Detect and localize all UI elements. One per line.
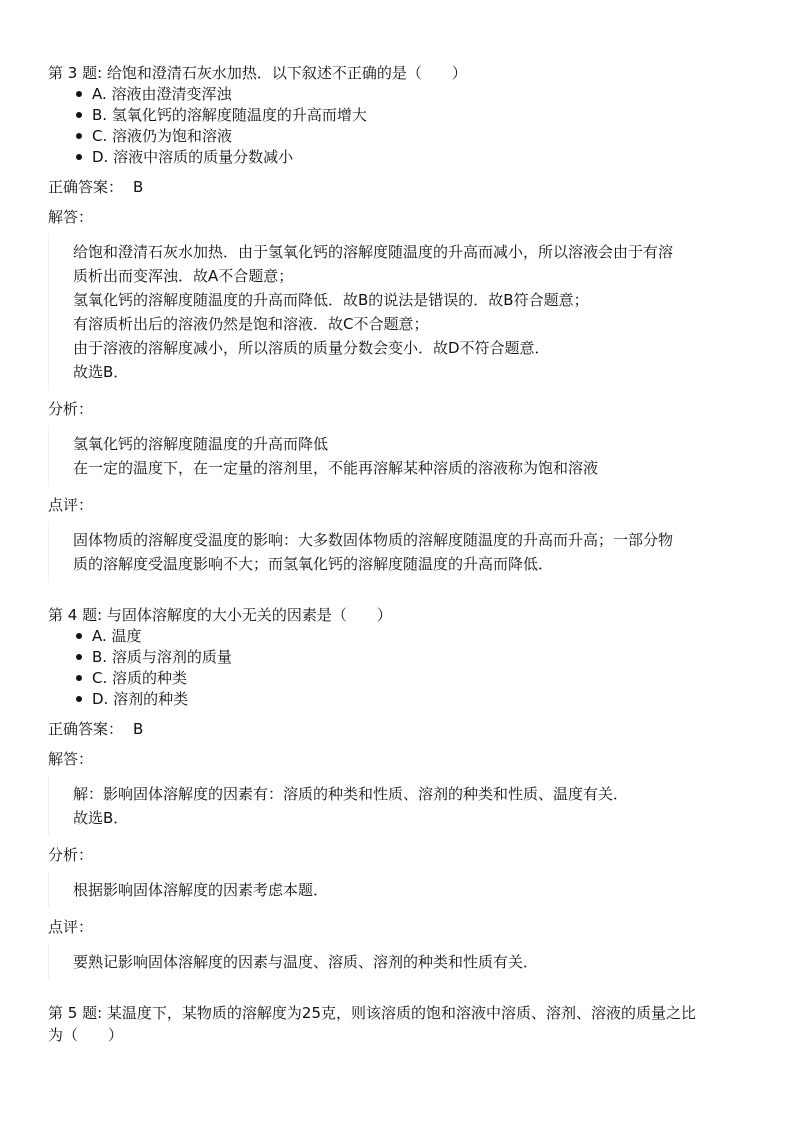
- text-line: 解：影响固体溶解度的因素有：溶质的种类和性质、溶剂的种类和性质、温度有关．: [73, 785, 629, 803]
- text-line: 给饱和澄清石灰水加热．由于氢氧化钙的溶解度随温度的升高而减小，所以溶液会由于有溶: [73, 243, 674, 261]
- correct-answer: [48, 176, 760, 198]
- comment-block: [48, 522, 760, 582]
- option-item: A. 溶液由澄清变浑浊: [76, 84, 760, 105]
- text-line: 有溶质析出后的溶液仍然是饱和溶液．故C不合题意；: [73, 315, 429, 333]
- text-line: 氢氧化钙的溶解度随温度的升高而降低．故B的说法是错误的．故B符合题意；: [73, 291, 589, 309]
- solution-label: 解答：: [48, 208, 94, 226]
- correct-answer: [48, 718, 760, 740]
- analysis-label: 分析：: [48, 846, 94, 864]
- text-line: 氢氧化钙的溶解度随温度的升高而降低: [73, 435, 329, 453]
- option-item: B. 氢氧化钙的溶解度随温度的升高而增大: [76, 105, 760, 126]
- option-item: C. 溶液仍为饱和溶液: [76, 126, 760, 147]
- text-line: 在一定的温度下，在一定量的溶剂里，不能再溶解某种溶质的溶液称为饱和溶液: [73, 459, 599, 477]
- bullet-icon: [76, 675, 82, 681]
- bullet-icon: [76, 633, 82, 639]
- question-5: [48, 1002, 760, 1046]
- question-3: [48, 62, 760, 582]
- option-item: C. 溶质的种类: [76, 668, 760, 689]
- correct-answer-value: B: [133, 720, 144, 738]
- text-line: 要熟记影响固体溶解度的因素与温度、溶质、溶剂的种类和性质有关．: [73, 953, 539, 971]
- question-title: 第 4 题: 与固体溶解度的大小无关的因素是（ ）: [48, 606, 392, 624]
- correct-answer-label: 正确答案：: [48, 720, 124, 738]
- question-title: 第 5 题: 某温度下，某物质的溶解度为25克，则该溶质的饱和溶液中溶质、溶剂、溶液的质量之比: [48, 1004, 696, 1022]
- option-item: D. 溶液中溶质的质量分数减小: [76, 147, 760, 168]
- analysis-block: [48, 426, 760, 486]
- solution-block: [48, 776, 760, 836]
- bullet-icon: [76, 133, 82, 139]
- option-list: [48, 84, 760, 168]
- comment-label: 点评：: [48, 918, 94, 936]
- comment-label: 点评：: [48, 496, 94, 514]
- text-line: 质的溶解度受温度影响不大；而氢氧化钙的溶解度随温度的升高而降低．: [73, 555, 554, 573]
- solution-label: 解答：: [48, 750, 94, 768]
- option-item: D. 溶剂的种类: [76, 689, 760, 710]
- option-item: A. 温度: [76, 626, 760, 647]
- question-title-continued: 为（ ）: [48, 1026, 124, 1044]
- bullet-icon: [76, 154, 82, 160]
- analysis-label: 分析：: [48, 400, 94, 418]
- text-line: 质析出而变浑浊．故A不合题意；: [73, 267, 294, 285]
- comment-block: [48, 944, 760, 980]
- document-page: [48, 62, 760, 1068]
- analysis-block: [48, 872, 760, 908]
- text-line: 故选B．: [73, 809, 129, 827]
- text-line: 根据影响固体溶解度的因素考虑本题．: [73, 881, 329, 899]
- question-4: [48, 604, 760, 980]
- text-line: 固体物质的溶解度受温度的影响：大多数固体物质的溶解度随温度的升高而升高；一部分物: [73, 531, 674, 549]
- text-line: 由于溶液的溶解度减小，所以溶质的质量分数会变小．故D不符合题意．: [73, 339, 550, 357]
- bullet-icon: [76, 696, 82, 702]
- option-item: B. 溶质与溶剂的质量: [76, 647, 760, 668]
- question-title: 第 3 题: 给饱和澄清石灰水加热．以下叙述不正确的是（ ）: [48, 64, 467, 82]
- option-list: [48, 626, 760, 710]
- solution-block: [48, 234, 760, 390]
- bullet-icon: [76, 112, 82, 118]
- bullet-icon: [76, 91, 82, 97]
- bullet-icon: [76, 654, 82, 660]
- correct-answer-label: 正确答案：: [48, 178, 124, 196]
- correct-answer-value: B: [133, 178, 144, 196]
- text-line: 故选B．: [73, 363, 129, 381]
